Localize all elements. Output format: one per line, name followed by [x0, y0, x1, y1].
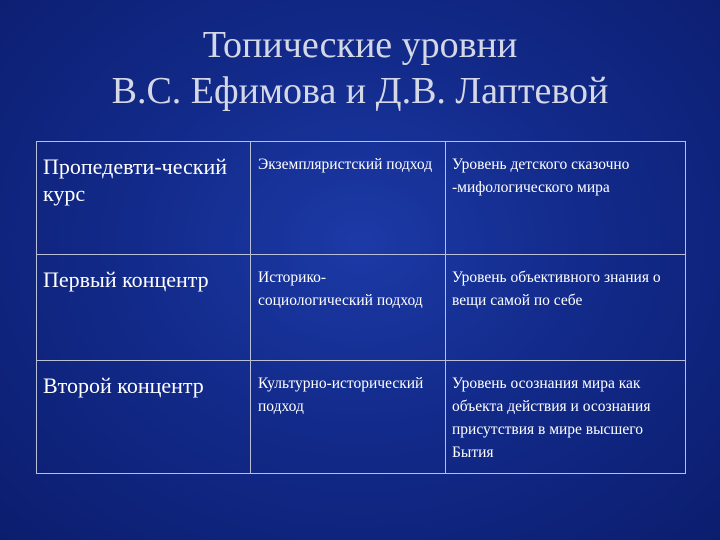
slide-title-line-2: В.С. Ефимова и Д.В. Лаптевой — [111, 70, 609, 112]
knowledge-level-cell: Уровень детского сказочно -мифологического мира — [446, 142, 686, 255]
table-row — [37, 361, 686, 474]
approach-cell: Экземпляристский подход — [251, 142, 446, 255]
approach-cell: Историко-социологический подход — [251, 255, 446, 361]
slide-title-line-1: Топические уровни — [202, 24, 518, 66]
table-row — [37, 142, 686, 255]
table-row — [37, 255, 686, 361]
knowledge-level-cell: Уровень объективного знания о вещи самой по себе — [446, 255, 686, 361]
level-cell: Пропедевти-ческий курс — [37, 142, 251, 255]
knowledge-level-cell: Уровень осознания мира как объекта действия и осознания присутствия в мире высшего Бытия — [446, 361, 686, 474]
levels-table — [36, 141, 686, 474]
level-cell: Второй концентр — [37, 361, 251, 474]
slide-title — [0, 22, 720, 114]
level-cell: Первый концентр — [37, 255, 251, 361]
approach-cell: Культурно-исторический подход — [251, 361, 446, 474]
